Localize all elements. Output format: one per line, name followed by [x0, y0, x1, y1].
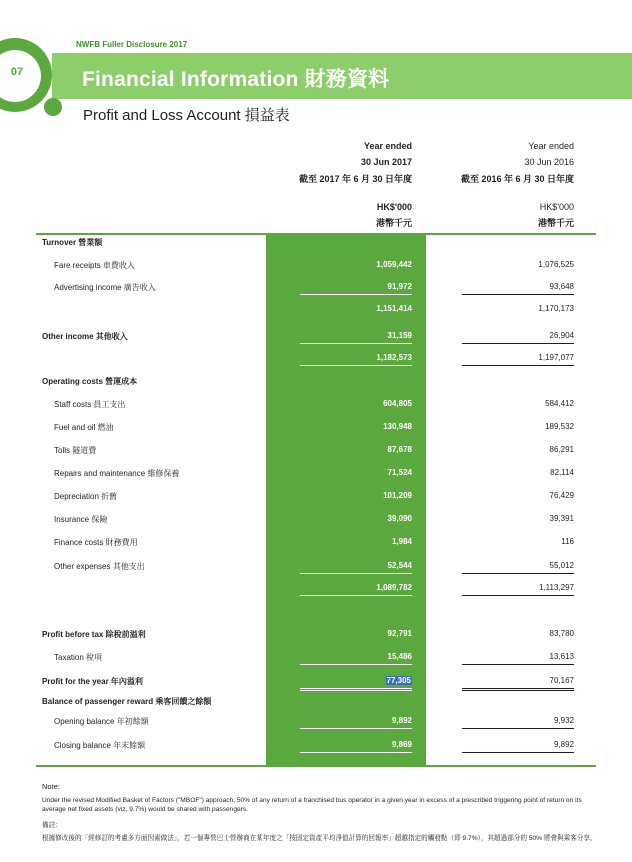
advertising-label: Advertising income 廣告收入: [54, 283, 156, 292]
profit-before-tax-label: Profit before tax 除稅前溢利: [42, 630, 146, 639]
profit-for-year-label: Profit for the year 年內溢利: [42, 677, 143, 686]
profit-for-year-prior: 70,167: [549, 676, 574, 685]
current-col-header-line3: 截至 2017 年 6 月 30 日年度: [298, 174, 412, 184]
advertising-current: 91,972: [387, 282, 412, 291]
table-bottom-rule: [36, 765, 596, 767]
fare-receipts-prior: 1,076,525: [538, 260, 574, 269]
profit-for-year-double-underline-prior: [462, 690, 574, 691]
finance-costs-label: Finance costs 財務費用: [54, 538, 138, 547]
fuel-prior: 189,532: [545, 422, 574, 431]
fuel-current: 130,948: [383, 422, 412, 431]
other-expenses-current: 52,544: [387, 561, 412, 570]
other-income-label: Other income 其他收入: [42, 332, 128, 341]
current-year-column-band: [266, 235, 426, 765]
page-number: 07: [10, 66, 24, 78]
taxation-underline-prior: [462, 664, 574, 665]
repairs-prior: 82,114: [550, 468, 574, 477]
income-total-current: 1,182,573: [376, 353, 412, 362]
taxation-prior: 13,613: [549, 652, 574, 661]
current-col-unit-en: HK$'000: [376, 202, 412, 212]
prior-col-unit-en: HK$'000: [539, 202, 574, 212]
tolls-current: 87,678: [387, 445, 412, 454]
opening-balance-current: 9,892: [391, 716, 412, 725]
other-income-current: 31,159: [387, 331, 412, 340]
staff-costs-current: 604,805: [383, 399, 412, 408]
other-income-prior: 26,904: [549, 331, 574, 340]
income-total-underline-current: [300, 365, 412, 366]
closing-balance-prior: 9,892: [553, 740, 574, 749]
finance-costs-prior: 116: [561, 537, 574, 546]
taxation-label: Taxation 稅項: [54, 653, 103, 662]
profit-for-year-underline-prior: [462, 688, 574, 689]
other-expenses-label: Other expenses 其他支出: [54, 562, 145, 571]
passenger-reward-heading: Balance of passenger reward 乘客回饋之餘額: [42, 697, 212, 706]
tolls-label: Tolls 隧道費: [54, 446, 97, 455]
opening-balance-prior: 9,932: [553, 716, 574, 725]
income-total-underline-prior: [462, 365, 574, 366]
closing-balance-current: 9,869: [391, 740, 412, 749]
insurance-label: Insurance 保險: [54, 515, 108, 524]
profit-before-tax-current: 92,791: [387, 629, 412, 638]
current-col-unit-zh: 港幣千元: [375, 218, 412, 228]
turnover-total-current: 1,151,414: [376, 304, 412, 313]
advertising-underline-prior: [462, 294, 574, 295]
profit-for-year-current: [300, 676, 412, 685]
opening-balance-label: Opening balance 年初餘額: [54, 717, 149, 726]
fare-receipts-label: Fare receipts 車費收入: [54, 261, 135, 270]
costs-total-current: 1,089,782: [376, 583, 412, 592]
profit-for-year-underline-current: [300, 688, 412, 689]
depreciation-prior: 76,429: [549, 491, 574, 500]
fuel-label: Fuel and oil 燃油: [54, 423, 114, 432]
staff-costs-label: Staff costs 員工支出: [54, 400, 126, 409]
other-income-underline-current: [300, 343, 412, 344]
closing-balance-label: Closing balance 年末餘額: [54, 741, 146, 750]
operating-costs-heading: Operating costs 營運成本: [42, 377, 138, 386]
depreciation-label: Depreciation 折舊: [54, 492, 118, 501]
note-chinese-title: 備註：: [42, 822, 62, 829]
prior-col-header-line3: 截至 2016 年 6 月 30 日年度: [460, 174, 574, 184]
depreciation-current: 101,209: [383, 491, 412, 500]
profit-before-tax-prior: 83,780: [549, 629, 574, 638]
costs-total-prior: 1,113,297: [539, 583, 574, 592]
tolls-prior: 86,291: [549, 445, 574, 454]
closing-balance-underline-current: [300, 752, 412, 753]
profit-for-year-current-value: 77,305: [386, 676, 411, 685]
staff-costs-prior: 584,412: [545, 399, 574, 408]
page-title: Financial Information 財務資料: [82, 68, 390, 91]
opening-balance-underline-prior: [462, 728, 574, 729]
costs-total-underline-prior: [462, 595, 574, 596]
document-header-tag: NWFB Fuller Disclosure 2017: [76, 40, 188, 49]
income-total-prior: 1,197,077: [538, 353, 574, 362]
current-col-header-line1: Year ended: [363, 141, 412, 151]
repairs-current: 71,524: [387, 468, 412, 477]
taxation-current: 15,486: [387, 652, 412, 661]
note-chinese: 根據修改後的「經修訂的考慮多方面因素做法」，若一個專營巴士營辦商在某年度之「按固定資產平均淨值計算的回報率」超越指定的觸發點（即 9.7%），其超過部分的 50% 將會與乘客分享。: [42, 835, 597, 842]
costs-total-underline-current: [300, 595, 412, 596]
insurance-prior: 39,391: [549, 514, 574, 523]
turnover-heading: Turnover 營業額: [42, 238, 103, 247]
bullet-dot-icon: [44, 98, 62, 116]
current-col-header-line2: 30 Jun 2017: [360, 157, 412, 167]
other-income-underline-prior: [462, 343, 574, 344]
other-expenses-underline-prior: [462, 573, 574, 574]
turnover-total-prior: 1,170,173: [538, 304, 574, 313]
insurance-current: 39,090: [387, 514, 412, 523]
advertising-prior: 93,648: [549, 282, 574, 291]
closing-balance-underline-prior: [462, 752, 574, 753]
taxation-underline-current: [300, 664, 412, 665]
prior-col-header-line1: Year ended: [528, 141, 574, 151]
opening-balance-underline-current: [300, 728, 412, 729]
table-top-rule: [36, 233, 596, 235]
note-english: Under the revised Modified Basket of Factors ("MBOF") approach, 50% of any return of a franchised bus operator in a given year in excess of a prescribed triggering point of return on its average net fixed assets (viz. 9.7%) would be shared with passengers.: [42, 797, 582, 813]
other-expenses-prior: 55,012: [549, 561, 574, 570]
fare-receipts-current: 1,059,442: [376, 260, 412, 269]
advertising-underline-current: [300, 294, 412, 295]
other-expenses-underline-current: [300, 573, 412, 574]
repairs-label: Repairs and maintenance 維修保養: [54, 469, 180, 478]
finance-costs-current: 1,984: [391, 537, 412, 546]
note-title: Note:: [42, 782, 60, 791]
prior-col-unit-zh: 港幣千元: [537, 218, 574, 228]
profit-for-year-double-underline-current: [300, 690, 412, 691]
section-subtitle: Profit and Loss Account 損益表: [83, 107, 290, 124]
prior-col-header-line2: 30 Jun 2016: [524, 157, 574, 167]
